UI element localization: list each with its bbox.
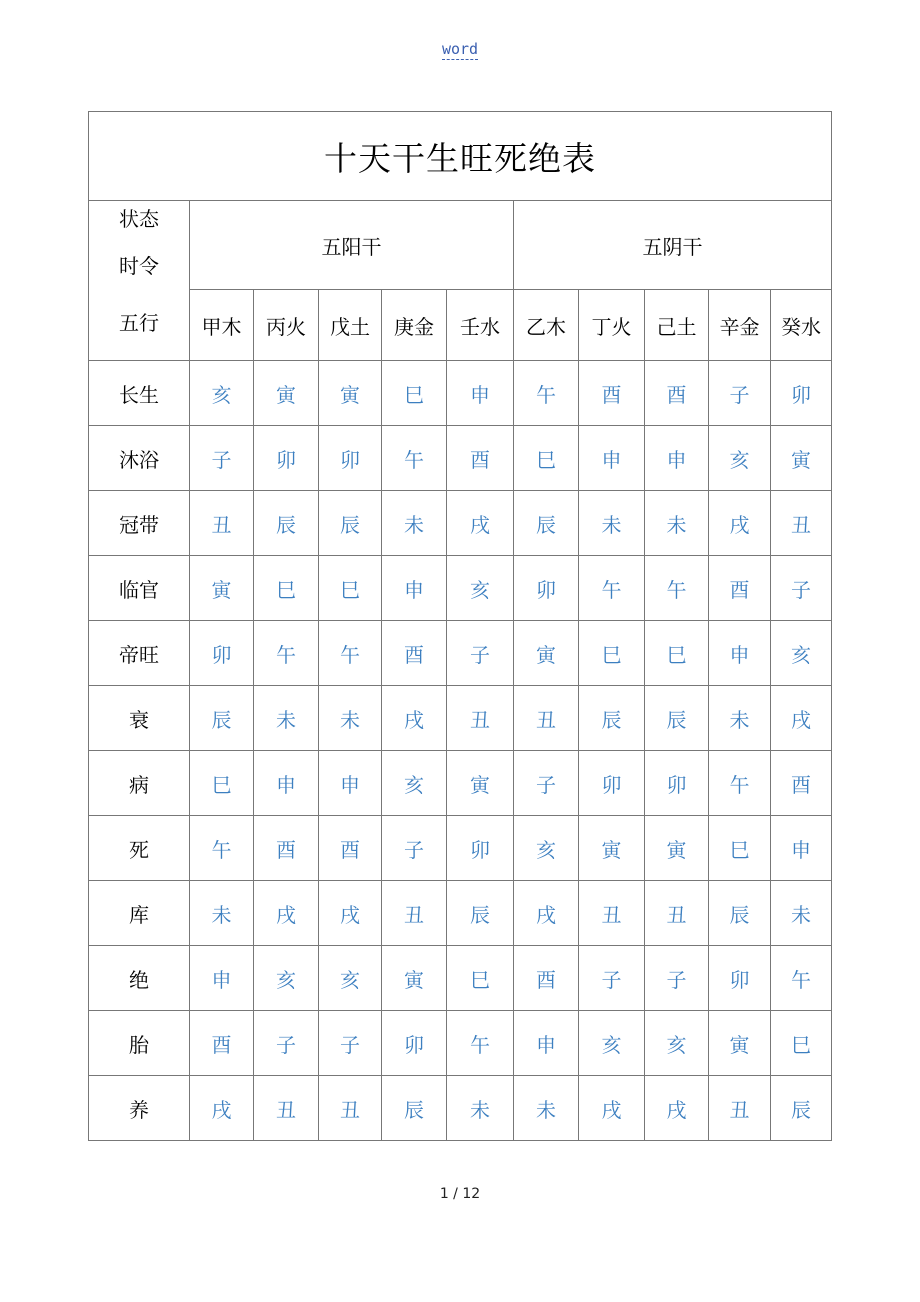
branch-value-cell: 辰 <box>709 881 771 946</box>
table-row <box>89 556 832 621</box>
stem-header: 壬水 <box>447 290 514 361</box>
branch-value-cell: 午 <box>319 621 382 686</box>
branch-value-cell: 未 <box>579 491 645 556</box>
branch-value-cell: 丑 <box>514 686 579 751</box>
branch-value-cell: 寅 <box>514 621 579 686</box>
corner-header-cell <box>89 201 190 361</box>
stem-header: 己土 <box>645 290 709 361</box>
branch-value-cell: 酉 <box>319 816 382 881</box>
branch-value-cell: 午 <box>579 556 645 621</box>
branch-value-cell: 午 <box>514 361 579 426</box>
branch-value-cell: 午 <box>190 816 254 881</box>
branch-value-cell: 巳 <box>447 946 514 1011</box>
branch-value-cell: 未 <box>382 491 447 556</box>
branch-value-cell: 子 <box>645 946 709 1011</box>
branch-value-cell: 辰 <box>319 491 382 556</box>
state-label: 养 <box>89 1076 190 1141</box>
branch-value-cell: 丑 <box>579 881 645 946</box>
table-title: 十天干生旺死绝表 <box>89 112 832 201</box>
branch-value-cell: 亥 <box>254 946 319 1011</box>
branch-value-cell: 寅 <box>645 816 709 881</box>
branch-value-cell: 丑 <box>709 1076 771 1141</box>
branch-value-cell: 卯 <box>514 556 579 621</box>
branch-value-cell: 辰 <box>771 1076 832 1141</box>
branch-value-cell: 子 <box>579 946 645 1011</box>
branch-value-cell: 申 <box>382 556 447 621</box>
table-row <box>89 751 832 816</box>
branch-value-cell: 卯 <box>579 751 645 816</box>
branch-value-cell: 申 <box>579 426 645 491</box>
branch-value-cell: 申 <box>771 816 832 881</box>
branch-value-cell: 未 <box>190 881 254 946</box>
branch-value-cell: 申 <box>190 946 254 1011</box>
branch-value-cell: 寅 <box>579 816 645 881</box>
branch-value-cell: 寅 <box>382 946 447 1011</box>
branch-value-cell: 巳 <box>645 621 709 686</box>
stem-header: 戊土 <box>319 290 382 361</box>
branch-value-cell: 酉 <box>254 816 319 881</box>
branch-value-cell: 巳 <box>771 1011 832 1076</box>
stem-header: 甲木 <box>190 290 254 361</box>
corner-label-state: 状态 <box>119 207 159 231</box>
branch-value-cell: 巳 <box>709 816 771 881</box>
branch-value-cell: 亥 <box>771 621 832 686</box>
stem-header: 辛金 <box>709 290 771 361</box>
stem-header: 庚金 <box>382 290 447 361</box>
branch-value-cell: 巳 <box>319 556 382 621</box>
branch-value-cell: 未 <box>709 686 771 751</box>
branch-value-cell: 酉 <box>190 1011 254 1076</box>
table-row <box>89 361 832 426</box>
branch-value-cell: 丑 <box>382 881 447 946</box>
branch-value-cell: 戌 <box>579 1076 645 1141</box>
branch-value-cell: 申 <box>319 751 382 816</box>
branch-value-cell: 戌 <box>382 686 447 751</box>
branch-value-cell: 巳 <box>190 751 254 816</box>
table-row <box>89 491 832 556</box>
branch-value-cell: 酉 <box>579 361 645 426</box>
branch-value-cell: 卯 <box>771 361 832 426</box>
state-label: 衰 <box>89 686 190 751</box>
stem-header: 癸水 <box>771 290 832 361</box>
branch-value-cell: 子 <box>190 426 254 491</box>
branch-value-cell: 未 <box>447 1076 514 1141</box>
branch-value-cell: 丑 <box>254 1076 319 1141</box>
table-row <box>89 686 832 751</box>
state-label: 病 <box>89 751 190 816</box>
table-row <box>89 946 832 1011</box>
branch-value-cell: 申 <box>709 621 771 686</box>
branch-value-cell: 巳 <box>579 621 645 686</box>
page-indicator: 1 / 12 <box>439 1186 481 1202</box>
branch-value-cell: 寅 <box>771 426 832 491</box>
branch-value-cell: 午 <box>771 946 832 1011</box>
branch-value-cell: 戌 <box>190 1076 254 1141</box>
branch-value-cell: 戌 <box>254 881 319 946</box>
state-label: 长生 <box>89 361 190 426</box>
branch-value-cell: 子 <box>382 816 447 881</box>
branch-value-cell: 申 <box>645 426 709 491</box>
branch-value-cell: 戌 <box>319 881 382 946</box>
branch-value-cell: 子 <box>514 751 579 816</box>
branch-value-cell: 午 <box>709 751 771 816</box>
branch-value-cell: 寅 <box>447 751 514 816</box>
table-row <box>89 816 832 881</box>
table-row <box>89 1011 832 1076</box>
branch-value-cell: 亥 <box>319 946 382 1011</box>
branch-value-cell: 寅 <box>254 361 319 426</box>
header-word-link[interactable] <box>0 40 920 58</box>
branch-value-cell: 辰 <box>190 686 254 751</box>
branch-value-cell: 酉 <box>645 361 709 426</box>
branch-value-cell: 子 <box>447 621 514 686</box>
branch-value-cell: 子 <box>319 1011 382 1076</box>
branch-value-cell: 子 <box>771 556 832 621</box>
branch-value-cell: 戌 <box>645 1076 709 1141</box>
ten-stems-table <box>88 111 832 1141</box>
table-row <box>89 621 832 686</box>
state-label: 胎 <box>89 1011 190 1076</box>
branch-value-cell: 卯 <box>645 751 709 816</box>
branch-value-cell: 巳 <box>514 426 579 491</box>
state-label: 临官 <box>89 556 190 621</box>
branch-value-cell: 戌 <box>709 491 771 556</box>
branch-value-cell: 申 <box>447 361 514 426</box>
branch-value-cell: 丑 <box>319 1076 382 1141</box>
header-link-text[interactable]: word <box>441 40 479 58</box>
branch-value-cell: 辰 <box>645 686 709 751</box>
branch-value-cell: 亥 <box>645 1011 709 1076</box>
branch-value-cell: 戌 <box>447 491 514 556</box>
branch-value-cell: 未 <box>771 881 832 946</box>
state-label: 冠带 <box>89 491 190 556</box>
branch-value-cell: 丑 <box>190 491 254 556</box>
branch-value-cell: 卯 <box>709 946 771 1011</box>
stems-table-container <box>88 111 831 1133</box>
branch-value-cell: 巳 <box>254 556 319 621</box>
branch-value-cell: 戌 <box>514 881 579 946</box>
branch-value-cell: 辰 <box>514 491 579 556</box>
table-row <box>89 1076 832 1141</box>
state-label: 绝 <box>89 946 190 1011</box>
branch-value-cell: 寅 <box>319 361 382 426</box>
branch-value-cell: 亥 <box>382 751 447 816</box>
branch-value-cell: 丑 <box>447 686 514 751</box>
branch-value-cell: 卯 <box>447 816 514 881</box>
branch-value-cell: 子 <box>254 1011 319 1076</box>
branch-value-cell: 卯 <box>254 426 319 491</box>
yang-stems-group-header: 五阳干 <box>190 201 514 290</box>
branch-value-cell: 午 <box>382 426 447 491</box>
corner-label-element: 五行 <box>119 311 159 335</box>
branch-value-cell: 辰 <box>447 881 514 946</box>
branch-value-cell: 未 <box>254 686 319 751</box>
branch-value-cell: 丑 <box>771 491 832 556</box>
branch-value-cell: 酉 <box>771 751 832 816</box>
branch-value-cell: 酉 <box>447 426 514 491</box>
branch-value-cell: 寅 <box>709 1011 771 1076</box>
branch-value-cell: 申 <box>254 751 319 816</box>
state-label: 库 <box>89 881 190 946</box>
branch-value-cell: 巳 <box>382 361 447 426</box>
branch-value-cell: 寅 <box>190 556 254 621</box>
branch-value-cell: 亥 <box>514 816 579 881</box>
branch-value-cell: 亥 <box>190 361 254 426</box>
branch-value-cell: 未 <box>514 1076 579 1141</box>
branch-value-cell: 丑 <box>645 881 709 946</box>
branch-value-cell: 未 <box>319 686 382 751</box>
branch-value-cell: 午 <box>447 1011 514 1076</box>
branch-value-cell: 辰 <box>254 491 319 556</box>
yin-stems-group-header: 五阴干 <box>514 201 832 290</box>
branch-value-cell: 辰 <box>579 686 645 751</box>
state-label: 沐浴 <box>89 426 190 491</box>
branch-value-cell: 戌 <box>771 686 832 751</box>
stem-header: 丙火 <box>254 290 319 361</box>
state-label: 帝旺 <box>89 621 190 686</box>
branch-value-cell: 午 <box>254 621 319 686</box>
branch-value-cell: 辰 <box>382 1076 447 1141</box>
stem-header: 乙木 <box>514 290 579 361</box>
branch-value-cell: 酉 <box>514 946 579 1011</box>
corner-label-season: 时令 <box>119 254 159 278</box>
branch-value-cell: 亥 <box>579 1011 645 1076</box>
stem-header: 丁火 <box>579 290 645 361</box>
branch-value-cell: 午 <box>645 556 709 621</box>
branch-value-cell: 卯 <box>319 426 382 491</box>
branch-value-cell: 未 <box>645 491 709 556</box>
state-label: 死 <box>89 816 190 881</box>
table-row <box>89 881 832 946</box>
branch-value-cell: 亥 <box>447 556 514 621</box>
branch-value-cell: 卯 <box>190 621 254 686</box>
branch-value-cell: 亥 <box>709 426 771 491</box>
table-row <box>89 426 832 491</box>
branch-value-cell: 子 <box>709 361 771 426</box>
branch-value-cell: 申 <box>514 1011 579 1076</box>
branch-value-cell: 酉 <box>382 621 447 686</box>
branch-value-cell: 卯 <box>382 1011 447 1076</box>
branch-value-cell: 酉 <box>709 556 771 621</box>
